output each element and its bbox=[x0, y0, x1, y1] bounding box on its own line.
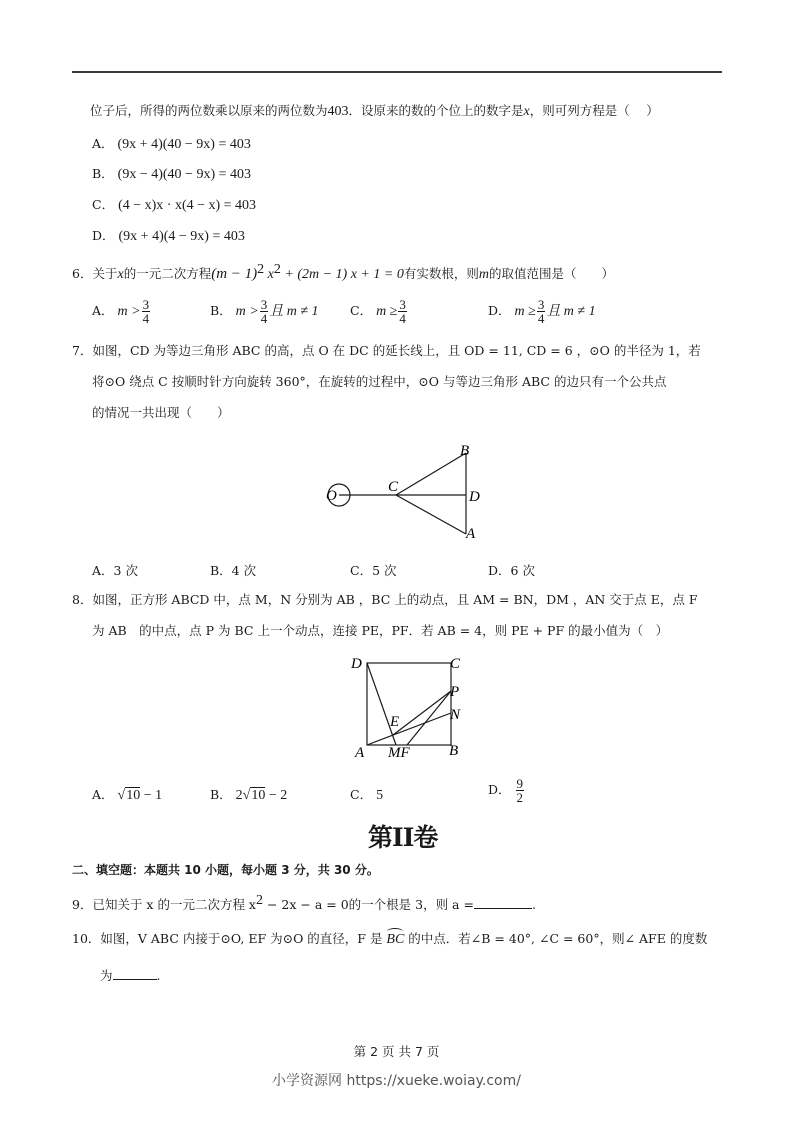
option-tail: − 2 bbox=[265, 788, 288, 803]
fraction-num: 3 bbox=[399, 297, 406, 312]
option-label: B． bbox=[210, 303, 232, 318]
q9-text-c: . bbox=[531, 897, 536, 913]
q5-option-b[interactable] bbox=[92, 164, 251, 183]
q6-exp-2: 2 bbox=[273, 262, 281, 277]
label-p: P bbox=[450, 684, 460, 700]
label-d: D bbox=[469, 489, 480, 505]
q6-equation: (m − 1) bbox=[211, 266, 258, 283]
fraction-den: 4 bbox=[537, 311, 545, 326]
fraction-num: 3 bbox=[260, 297, 268, 312]
q7-line-3: 的情况一共出现（ ） bbox=[92, 405, 230, 420]
option-tail: − 1 bbox=[140, 788, 163, 803]
option-label: A． bbox=[92, 136, 114, 151]
q6-option-d[interactable] bbox=[488, 298, 596, 325]
label-c: C bbox=[388, 479, 399, 495]
q8-line-2: 为 AB 的中点，点 P 为 BC 上一个动点，连接 PE，PF．若 AB = 4，则 PE + PF 的最小值为（ ） bbox=[92, 623, 669, 638]
q6-eq-rest: + (2m − 1) x + 1 = 0 bbox=[280, 267, 404, 283]
q7-option-c[interactable]: C．5 次 bbox=[350, 563, 397, 578]
fraction-den: 2 bbox=[516, 790, 524, 805]
option-label: D． bbox=[488, 303, 511, 318]
q10-line2-text: 为 bbox=[100, 968, 113, 983]
option-pre: m ≥ bbox=[376, 304, 398, 319]
q7-line-2: 将⊙O 绕点 C 按顺时针方向旋转 360°，在旋转的过程中，⊙O 与等边三角形 ABC 的边只有一个公共点 bbox=[92, 374, 667, 389]
option-label: A． bbox=[92, 787, 114, 802]
q8-figure bbox=[340, 650, 480, 765]
option-pre: m > bbox=[235, 304, 259, 319]
fraction bbox=[516, 777, 525, 804]
q7-figure bbox=[320, 440, 500, 545]
arc-bc: BC bbox=[386, 932, 405, 947]
option-post: 且 m ≠ 1 bbox=[269, 304, 319, 319]
line-dm bbox=[367, 663, 396, 745]
q5-stem-a: 位子后，所得的两位数乘以原来的两位数为 bbox=[90, 103, 328, 118]
q8-option-d[interactable] bbox=[488, 777, 525, 804]
fraction bbox=[142, 298, 151, 325]
line-pf bbox=[407, 691, 451, 745]
line-ca bbox=[396, 495, 466, 534]
section-heading: 二、填空题：本题共 10 小题，每小题 3 分，共 30 分。 bbox=[72, 863, 379, 877]
label-e: E bbox=[390, 714, 400, 730]
label-o: O bbox=[326, 488, 337, 504]
q10-stem bbox=[72, 931, 707, 948]
q5-stem-var: x bbox=[523, 104, 530, 119]
q10-text-b: 的中点．若∠B = 40°, ∠C = 60°，则∠ AFE 的度数 bbox=[404, 931, 708, 946]
label-d: D bbox=[351, 656, 362, 672]
q6-stem-a: 关于 bbox=[92, 266, 118, 282]
q6-stem bbox=[72, 262, 614, 283]
q7-line-1: 7．如图，CD 为等边三角形 ABC 的高，点 O 在 DC 的延长线上，且 OD = 11, CD = 6 ，⊙O 的半径为 1，若 bbox=[72, 343, 701, 358]
label-c: C bbox=[450, 656, 461, 672]
q9-answer-blank[interactable] bbox=[474, 896, 532, 909]
q6-eq-mid: x bbox=[264, 267, 274, 283]
option-label: C． bbox=[350, 303, 373, 318]
q7-option-a[interactable]: A．3 次 bbox=[92, 563, 138, 578]
q9-text-b: − 2x − a = 0的一个根是 3，则 a = bbox=[262, 897, 474, 913]
section-title: 第II卷 bbox=[368, 823, 438, 852]
q5-option-d[interactable] bbox=[92, 226, 245, 245]
q5-stem bbox=[90, 103, 659, 120]
q5-stem-c: ，则可列方程是（ ） bbox=[529, 103, 659, 118]
q8-option-a[interactable]: A． √10 − 1 bbox=[92, 787, 163, 803]
option-label: C． bbox=[350, 787, 373, 802]
q7-option-b[interactable]: B．4 次 bbox=[210, 563, 257, 578]
q6-option-c[interactable] bbox=[350, 298, 408, 325]
option-label: D． bbox=[92, 228, 115, 243]
label-a: A bbox=[466, 526, 476, 542]
q6-option-a[interactable] bbox=[92, 298, 151, 325]
fraction-den: 4 bbox=[142, 311, 150, 326]
q10-line2-end: . bbox=[156, 968, 161, 983]
q9-text-a: 9．已知关于 x 的一元二次方程 x bbox=[72, 897, 256, 913]
option-label: D． bbox=[488, 782, 511, 797]
q6-number: 6． bbox=[72, 266, 93, 282]
q6-stem-b: 的一元二次方程 bbox=[123, 266, 212, 282]
fraction-num: 3 bbox=[142, 297, 150, 312]
coefficient: 2 bbox=[235, 788, 243, 803]
label-mf: MF bbox=[388, 745, 410, 761]
radicand: 10 bbox=[251, 788, 266, 803]
watermark: 小学资源网 https://xueke.woiay.com/ bbox=[272, 1073, 521, 1089]
page-number: 第 2 页 共 7 页 bbox=[353, 1044, 440, 1059]
q10-line-2 bbox=[100, 967, 161, 984]
q5-option-a[interactable] bbox=[92, 134, 251, 153]
line-pe bbox=[393, 691, 451, 735]
q8-option-c[interactable] bbox=[350, 785, 383, 804]
label-b: B bbox=[449, 743, 459, 759]
q9-stem bbox=[72, 893, 536, 913]
fraction-num: 9 bbox=[516, 776, 524, 791]
line-an bbox=[367, 713, 451, 745]
q9-exp: 2 bbox=[255, 893, 263, 908]
option-pre: m > bbox=[117, 304, 141, 319]
fraction-num: 3 bbox=[537, 297, 545, 312]
q6-var-m: m bbox=[478, 267, 489, 283]
radicand: 10 bbox=[126, 788, 141, 803]
q6-stem-c: 有实数根，则 bbox=[403, 266, 479, 282]
option-label: B． bbox=[92, 166, 114, 181]
fraction-den: 4 bbox=[260, 311, 268, 326]
q10-answer-blank[interactable] bbox=[113, 967, 157, 980]
q7-option-d[interactable]: D．6 次 bbox=[488, 563, 535, 578]
option-expr: (9x − 4)(40 − 9x) = 403 bbox=[117, 167, 252, 182]
fraction bbox=[398, 298, 407, 325]
option-expr: (9x + 4)(4 − 9x) = 403 bbox=[118, 229, 245, 244]
q6-var-x: x bbox=[117, 267, 124, 283]
fraction bbox=[537, 298, 546, 325]
q5-stem-num: 403 bbox=[327, 104, 349, 119]
label-b: B bbox=[460, 443, 470, 459]
q10-text-a: 10．如图，V ABC 内接于⊙O, EF 为⊙O 的直径，F 是 bbox=[72, 931, 387, 946]
q5-stem-b: ．设原来的数的个位上的数字是 bbox=[348, 103, 524, 118]
q6-exp: 2 bbox=[257, 262, 265, 277]
option-label: A． bbox=[92, 303, 114, 318]
option-expr: (9x + 4)(40 − 9x) = 403 bbox=[117, 137, 251, 152]
option-value: 5 bbox=[376, 788, 384, 803]
option-expr: (4 − x)x · x(4 − x) = 403 bbox=[118, 198, 257, 213]
header-rule bbox=[72, 71, 722, 73]
label-a: A bbox=[355, 745, 365, 761]
q8-line-1: 8．如图，正方形 ABCD 中，点 M，N 分别为 AB ，BC 上的动点，且 AM = BN，DM ，AN 交于点 E，点 F bbox=[72, 592, 698, 607]
option-label: B． bbox=[210, 787, 232, 802]
square-abcd bbox=[367, 663, 451, 745]
q6-option-b[interactable] bbox=[210, 298, 319, 325]
option-post: 且 m ≠ 1 bbox=[546, 304, 596, 319]
fraction-den: 4 bbox=[399, 311, 406, 326]
label-n: N bbox=[450, 707, 461, 723]
line-cb bbox=[396, 453, 466, 495]
option-pre: m ≥ bbox=[514, 304, 536, 319]
q5-option-c[interactable] bbox=[92, 195, 256, 214]
q8-option-b[interactable]: B． 2√10 − 2 bbox=[210, 787, 288, 803]
option-label: C． bbox=[92, 197, 115, 212]
fraction bbox=[260, 298, 269, 325]
q6-stem-d: 的取值范围是（ ） bbox=[488, 266, 614, 282]
